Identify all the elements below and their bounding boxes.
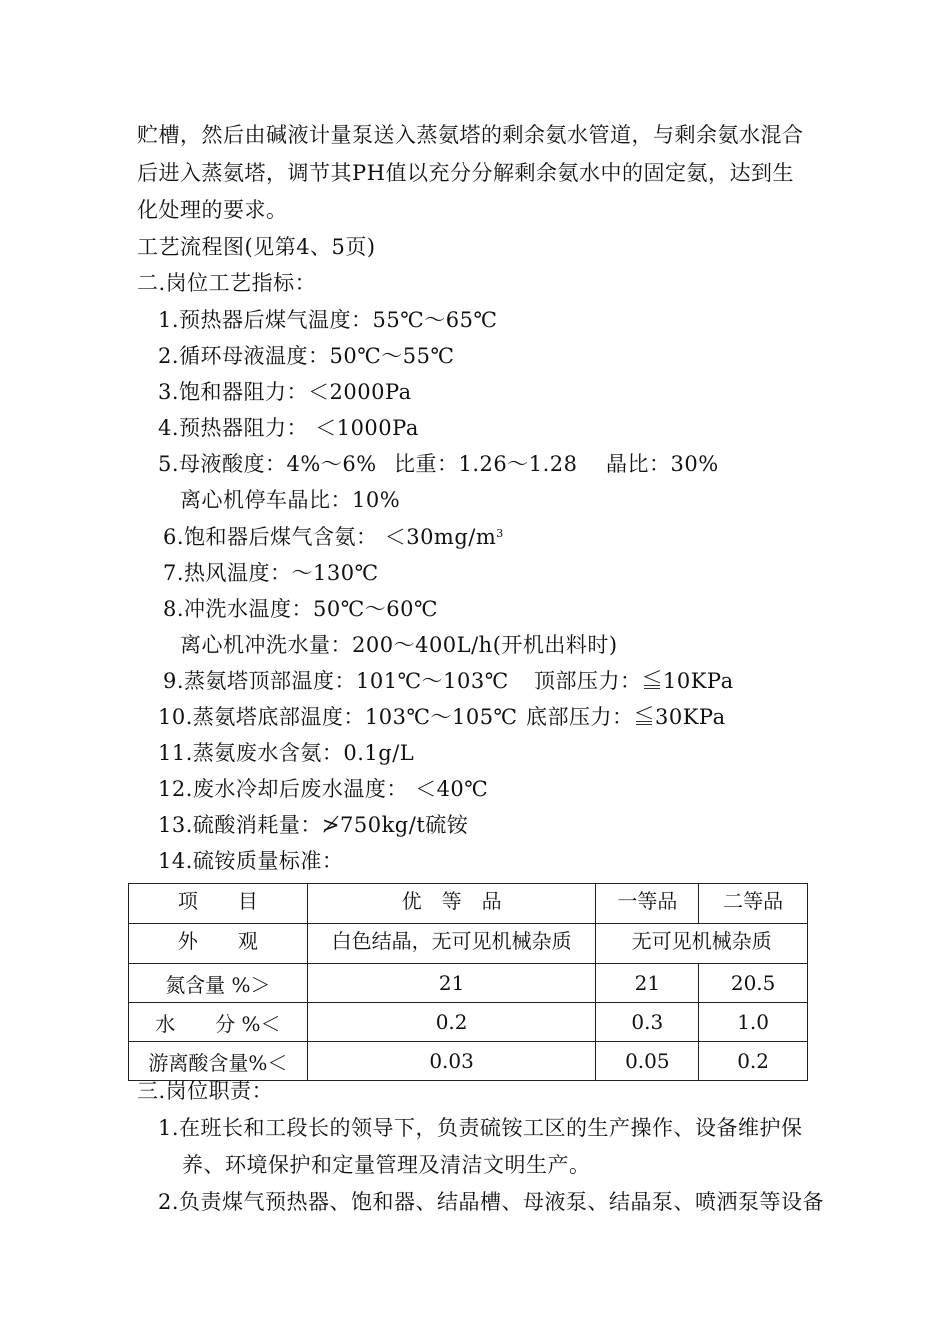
paragraph-line-2: 后进入蒸氨塔，调节其PH值以充分分解剩余氨水中的固定氨，达到生 (137, 161, 794, 185)
cell-first-grade: 0.3 (596, 1003, 699, 1042)
indicator-8: 8.冲洗水温度：50℃～60℃ (163, 597, 438, 621)
section-title-duties: 三.岗位职责： (137, 1079, 274, 1103)
table-row (129, 1003, 808, 1042)
section-title-indicators: 二.岗位工艺指标： (137, 271, 317, 295)
header-item: 项 目 (129, 884, 308, 924)
indicator-5-crystal-ratio: 晶比：30% (606, 452, 719, 476)
flow-chart-reference: 工艺流程图(见第4、5页) (137, 235, 376, 259)
cell-label: 外 观 (129, 924, 308, 964)
cell-premium: 白色结晶，无可见机械杂质 (307, 924, 596, 964)
indicator-13: 13.硫酸消耗量：≯750kg/t硫铵 (158, 813, 469, 837)
indicator-8-wash-water: 离心机冲洗水量：200～400L/h(开机出料时) (180, 633, 618, 657)
cell-second-grade: 20.5 (699, 964, 808, 1003)
indicator-7: 7.热风温度：～130℃ (163, 561, 379, 585)
cell-label: 游离酸含量%＜ (129, 1042, 308, 1081)
duty-1-line-1: 1.在班长和工段长的领导下，负责硫铵工区的生产操作、设备维护保 (158, 1116, 803, 1140)
paragraph-line-1: 贮槽，然后由碱液计量泵送入蒸氨塔的剩余氨水管道，与剩余氨水混合 (137, 123, 804, 147)
duty-2-line-1: 2.负责煤气预热器、饱和器、结晶槽、母液泵、结晶泵、喷洒泵等设备 (158, 1190, 825, 1214)
indicator-5-acidity: 5.母液酸度：4%～6% (158, 452, 377, 476)
duty-1-line-2: 养、环境保护和定量管理及清洁文明生产。 (182, 1153, 591, 1177)
indicator-3: 3.饱和器阻力：＜2000Pa (158, 380, 412, 404)
header-premium: 优 等 品 (307, 884, 596, 924)
indicator-11: 11.蒸氨废水含氨：0.1g/L (158, 741, 415, 765)
cell-label: 氮含量 %＞ (129, 964, 308, 1003)
table-row (129, 1042, 808, 1081)
cell-second-grade: 1.0 (699, 1003, 808, 1042)
table-header-row (129, 884, 808, 924)
header-second-grade: 二等品 (699, 884, 808, 924)
table-row-appearance (129, 924, 808, 964)
indicator-1: 1.预热器后煤气温度：55℃～65℃ (158, 308, 498, 332)
indicator-4: 4.预热器阻力： ＜1000Pa (158, 416, 419, 440)
table-row (129, 964, 808, 1003)
cell-premium: 0.2 (307, 1003, 596, 1042)
indicator-9-pressure: 顶部压力：≦10KPa (534, 669, 734, 693)
indicator-5-stop-ratio: 离心机停车晶比：10% (180, 488, 401, 512)
cell-second-grade: 0.2 (699, 1042, 808, 1081)
indicator-9-temp: 9.蒸氨塔顶部温度：101℃～103℃ (163, 669, 509, 693)
cell-grades: 无可见机械杂质 (596, 924, 808, 964)
indicator-5-density: 比重：1.26～1.28 (394, 452, 578, 476)
quality-standard-table (128, 883, 808, 1081)
indicator-10-temp: 10.蒸氨塔底部温度：103℃～105℃ (158, 705, 518, 729)
cell-label: 水 分 %＜ (129, 1003, 308, 1042)
indicator-6: 6.饱和器后煤气含氨： $<30mg/m^3$ (163, 525, 504, 549)
indicator-10-pressure: 底部压力：≦30KPa (526, 705, 726, 729)
indicator-12: 12.废水冷却后废水温度： ＜40℃ (158, 777, 489, 801)
header-first-grade: 一等品 (596, 884, 699, 924)
cell-first-grade: 21 (596, 964, 699, 1003)
indicator-2: 2.循环母液温度：50℃～55℃ (158, 344, 455, 368)
cell-premium: 0.03 (307, 1042, 596, 1081)
indicator-14: 14.硫铵质量标准： (158, 849, 344, 873)
paragraph-line-3: 化处理的要求。 (137, 198, 288, 222)
cell-first-grade: 0.05 (596, 1042, 699, 1081)
cell-premium: 21 (307, 964, 596, 1003)
